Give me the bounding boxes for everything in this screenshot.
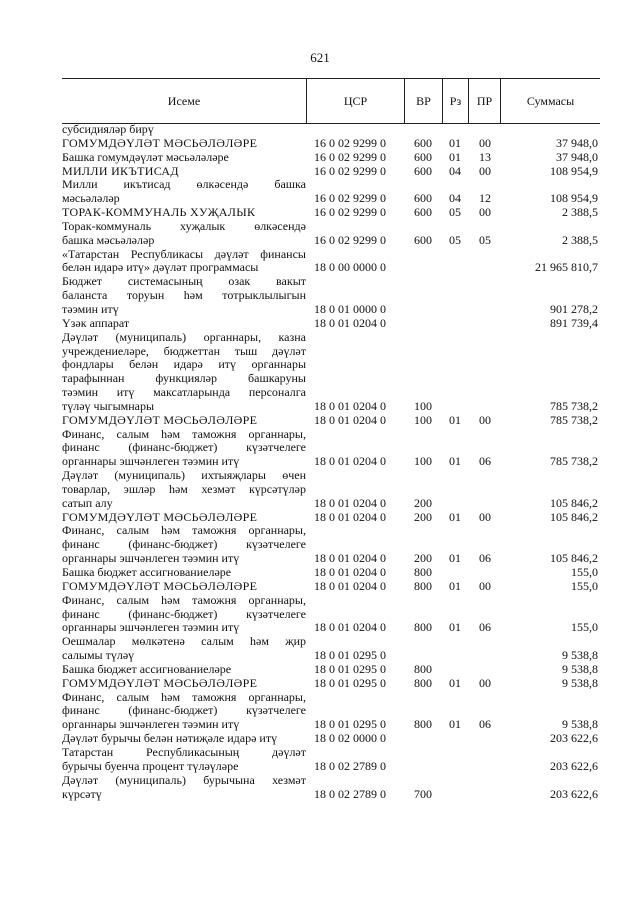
row-name-line: финанс (финанс-бюджет) күзәтчелеге: [62, 606, 306, 621]
row-values: [62, 552, 600, 566]
table-row: [62, 165, 600, 179]
row-pr: 06: [479, 551, 491, 566]
row-csr: 18 0 01 0204 0: [314, 509, 386, 524]
row-name-line: Финанс, салым һәм таможня органнары,: [62, 689, 306, 704]
row-sum: 155,0: [571, 565, 598, 579]
row-name-line: ГОМУМДӘҮЛӘТ МӘСЬӘЛӘЛӘРЕ: [62, 578, 258, 593]
row-pr: 05: [479, 232, 491, 247]
row-values: [62, 261, 600, 275]
table-row: [62, 151, 600, 165]
row-name-line: күрсәтү: [62, 786, 102, 801]
row-pr: 06: [479, 454, 491, 469]
row-values: [62, 192, 600, 206]
table-row: [62, 220, 600, 248]
table-row: [62, 275, 600, 317]
row-name-line: тәэмин итү: [62, 301, 119, 316]
table-row: [62, 137, 600, 151]
table-row: [62, 317, 600, 331]
row-values: [62, 206, 600, 220]
row-rz: 05: [449, 232, 461, 247]
row-name-line: түләү чыгымнары: [62, 398, 155, 413]
row-csr: 18 0 01 0204 0: [314, 551, 386, 566]
row-name-line: мәсьәләләр: [62, 191, 120, 206]
row-sum: 785 738,2: [550, 412, 598, 427]
row-sum: 891 739,4: [550, 315, 598, 330]
row-rz: 01: [449, 717, 461, 732]
row-rz: 01: [449, 578, 461, 593]
row-csr: 16 0 02 9299 0: [314, 149, 386, 164]
row-name-line: Оешмалар мөлкәтенә салым һәм җир: [62, 634, 306, 649]
table-row: [62, 428, 600, 470]
row-values: [62, 511, 600, 525]
row-sum: 9 538,8: [562, 717, 598, 732]
row-csr: 18 0 01 0204 0: [314, 578, 386, 593]
row-values: [62, 718, 600, 732]
row-values: [62, 234, 600, 248]
row-vr: 200: [414, 509, 432, 524]
row-name-line: Башка бюджет ассигнованиеләре: [62, 661, 232, 676]
row-csr: 18 0 01 0295 0: [314, 648, 386, 663]
row-csr: 18 0 01 0204 0: [314, 398, 386, 413]
row-vr: 100: [414, 398, 432, 413]
row-csr: 18 0 00 0000 0: [314, 260, 386, 275]
table-row: [62, 774, 600, 802]
row-pr: 00: [479, 412, 491, 427]
row-csr: 16 0 02 9299 0: [314, 205, 386, 220]
row-rz: 01: [449, 412, 461, 427]
row-pr: 06: [479, 620, 491, 635]
row-vr: 600: [414, 232, 432, 247]
row-values: [62, 497, 600, 511]
row-name-line: Татарстан Республикасының дәүләт: [62, 744, 306, 759]
row-rz: 01: [449, 509, 461, 524]
row-rz: 04: [449, 163, 461, 178]
row-pr: 00: [479, 205, 491, 220]
row-csr: 18 0 02 2789 0: [314, 758, 386, 773]
row-csr: 18 0 01 0204 0: [314, 565, 386, 579]
row-rz: 01: [449, 620, 461, 635]
row-vr: 200: [414, 495, 432, 510]
row-pr: 12: [479, 191, 491, 206]
row-values: [62, 566, 600, 580]
row-csr: 18 0 01 0204 0: [314, 620, 386, 635]
row-vr: 600: [414, 135, 432, 150]
row-csr: 18 0 01 0204 0: [314, 412, 386, 427]
table-row: [62, 414, 600, 428]
row-name-line: Үзәк аппарат: [62, 315, 130, 330]
row-csr: 18 0 01 0295 0: [314, 675, 386, 690]
row-rz: 01: [449, 675, 461, 690]
row-vr: 800: [414, 620, 432, 635]
table-row: [62, 635, 600, 663]
row-name-line: Финанс, салым һәм таможня органнары,: [62, 523, 306, 538]
row-vr: 800: [414, 675, 432, 690]
row-vr: 800: [414, 661, 432, 676]
row-sum: 105 846,2: [550, 509, 598, 524]
table-row: [62, 469, 600, 511]
header-pr: ПР: [468, 79, 500, 123]
row-csr: 18 0 01 0295 0: [314, 717, 386, 732]
row-csr: 18 0 01 0204 0: [314, 495, 386, 510]
row-name-line: Дәүләт (муниципаль) ихтыяҗлары өчен: [62, 468, 306, 483]
page-number: 621: [310, 50, 330, 65]
row-values: [62, 649, 600, 663]
table-row: [62, 746, 600, 774]
row-name-line: баланста торуын һәм тотрыклылыгын: [62, 288, 306, 303]
row-csr: 18 0 02 0000 0: [314, 731, 386, 746]
row-name-line: субсидияләр бирү: [62, 122, 154, 136]
row-name-line: финанс (финанс-бюджет) күзәтчелеге: [62, 537, 306, 552]
row-values: [62, 677, 600, 691]
table-row: [62, 580, 600, 594]
row-values: [62, 621, 600, 635]
table-row: [62, 511, 600, 525]
row-name-line: финанс (финанс-бюджет) күзәтчелеге: [62, 440, 306, 455]
row-csr: 16 0 02 9299 0: [314, 135, 386, 150]
row-vr: 100: [414, 412, 432, 427]
row-pr: 00: [479, 163, 491, 178]
row-name-line: белән идарә итү» дәүләт программасы: [62, 260, 259, 275]
row-name-line: ГОМУМДӘҮЛӘТ МӘСЬӘЛӘЛӘРЕ: [62, 135, 258, 150]
row-sum: 108 954,9: [550, 191, 598, 206]
row-values: [62, 455, 600, 469]
row-pr: 00: [479, 135, 491, 150]
row-name-line: ГОМУМДӘҮЛӘТ МӘСЬӘЛӘЛӘРЕ: [62, 412, 258, 427]
row-vr: 600: [414, 149, 432, 164]
row-csr: 18 0 01 0204 0: [314, 315, 386, 330]
row-name-line: Милли икътисад өлкәсендә башка: [62, 177, 306, 192]
row-sum: 9 538,8: [562, 661, 598, 676]
row-rz: 01: [449, 551, 461, 566]
row-name-line: салымы түләү: [62, 648, 135, 663]
row-values: [62, 400, 600, 414]
row-sum: 203 622,6: [550, 758, 598, 773]
row-csr: 16 0 02 9299 0: [314, 232, 386, 247]
row-values: [62, 760, 600, 774]
row-csr: 18 0 01 0000 0: [314, 301, 386, 316]
table-row: [62, 524, 600, 566]
row-sum: 2 388,5: [562, 232, 598, 247]
row-name-line: ГОМУМДӘҮЛӘТ МӘСЬӘЛӘЛӘРЕ: [62, 509, 258, 524]
row-name-line: башка мәсьәләләр: [62, 232, 155, 247]
header-sum: Суммасы: [500, 79, 600, 123]
row-name-line: Торак-коммуналь хуҗалык өлкәсендә: [62, 218, 306, 233]
header-vr: ВР: [404, 79, 442, 123]
row-rz: 05: [449, 205, 461, 220]
row-csr: 18 0 01 0204 0: [314, 454, 386, 469]
row-name-line: товарлар, эшләр һәм хезмәт күрсәтүләр: [62, 481, 306, 496]
row-name-line: Дәүләт (муниципаль) органнары, казна: [62, 329, 306, 344]
row-vr: 800: [414, 565, 432, 579]
table-row: [62, 123, 600, 137]
row-sum: 155,0: [571, 578, 598, 593]
row-sum: 9 538,8: [562, 648, 598, 663]
row-sum: 108 954,9: [550, 163, 598, 178]
row-vr: 800: [414, 717, 432, 732]
row-values: [62, 151, 600, 165]
row-sum: 785 738,2: [550, 398, 598, 413]
row-pr: 00: [479, 675, 491, 690]
table-row: [62, 691, 600, 733]
row-vr: 100: [414, 454, 432, 469]
row-name-line: Финанс, салым һәм таможня органнары,: [62, 592, 306, 607]
row-name-line: тәэмин итү максатларында персоналга: [62, 385, 306, 400]
table-header: [62, 78, 600, 124]
row-sum: 901 278,2: [550, 301, 598, 316]
row-csr: 18 0 02 2789 0: [314, 786, 386, 801]
table-row: [62, 732, 600, 746]
row-vr: 800: [414, 578, 432, 593]
table-row: [62, 677, 600, 691]
row-rz: 01: [449, 149, 461, 164]
table-row: [62, 248, 600, 276]
row-name-line: учреждениеләре, бюджеттан тыш дәүләт: [62, 343, 306, 358]
table-row: [62, 331, 600, 414]
row-pr: 00: [479, 509, 491, 524]
table-body: [62, 123, 600, 801]
row-name-line: тарафыннан функцияләр башкаруны: [62, 371, 306, 386]
row-sum: 203 622,6: [550, 731, 598, 746]
row-sum: 37 948,0: [556, 135, 598, 150]
row-pr: 06: [479, 717, 491, 732]
row-name-line: органнары эшчәнлеген тәэмин итү: [62, 454, 240, 469]
row-rz: 01: [449, 135, 461, 150]
row-values: [62, 123, 600, 137]
row-name-line: фондлары белән идарә итү органнары: [62, 357, 306, 372]
row-values: [62, 414, 600, 428]
row-values: [62, 732, 600, 746]
table-row: [62, 663, 600, 677]
row-name-line: Дәүләт (муниципаль) бурычына хезмәт: [62, 772, 306, 787]
table-row: [62, 594, 600, 636]
row-csr: 18 0 01 0295 0: [314, 661, 386, 676]
row-sum: 785 738,2: [550, 454, 598, 469]
table-row: [62, 206, 600, 220]
header-csr: ЦСР: [306, 79, 404, 123]
row-values: [62, 580, 600, 594]
row-values: [62, 137, 600, 151]
row-sum: 2 388,5: [562, 205, 598, 220]
row-pr: 00: [479, 578, 491, 593]
row-name-line: Башка бюджет ассигнованиеләре: [62, 565, 232, 579]
row-name-line: Башка гомумдәүләт мәсьәләләре: [62, 149, 229, 164]
row-vr: 700: [414, 786, 432, 801]
row-rz: 04: [449, 191, 461, 206]
row-name-line: органнары эшчәнлеген тәэмин итү: [62, 551, 240, 566]
row-vr: 600: [414, 205, 432, 220]
row-name-line: МИЛЛИ ИКЪТИСАД: [62, 163, 179, 178]
row-name-line: бурычы буенча процент түләүләре: [62, 758, 239, 773]
row-values: [62, 165, 600, 179]
row-name-line: ГОМУМДӘҮЛӘТ МӘСЬӘЛӘЛӘРЕ: [62, 675, 258, 690]
row-vr: 600: [414, 191, 432, 206]
row-values: [62, 317, 600, 331]
row-csr: 16 0 02 9299 0: [314, 191, 386, 206]
row-name-line: органнары эшчәнлеген тәэмин итү: [62, 620, 240, 635]
row-sum: 105 846,2: [550, 551, 598, 566]
row-values: [62, 663, 600, 677]
row-name-line: Финанс, салым һәм таможня органнары,: [62, 426, 306, 441]
row-sum: 21 965 810,7: [535, 260, 598, 275]
row-vr: 600: [414, 163, 432, 178]
row-name-line: органнары эшчәнлеген тәэмин итү: [62, 717, 240, 732]
row-sum: 37 948,0: [556, 149, 598, 164]
row-sum: 105 846,2: [550, 495, 598, 510]
row-name-line: финанс (финанс-бюджет) күзәтчелеге: [62, 703, 306, 718]
row-sum: 203 622,6: [550, 786, 598, 801]
row-name-line: Дәүләт бурычы белән нәтиҗәле идарә итү: [62, 731, 278, 746]
row-sum: 155,0: [571, 620, 598, 635]
row-name-line: «Татарстан Республикасы дәүләт финансы: [62, 246, 306, 261]
row-name-line: ТОРАК-КОММУНАЛЬ ХУҖАЛЫК: [62, 205, 256, 220]
row-vr: 200: [414, 551, 432, 566]
row-csr: 16 0 02 9299 0: [314, 163, 386, 178]
header-name: Исеме: [167, 94, 201, 108]
row-rz: 01: [449, 454, 461, 469]
row-name-line: Бюджет системасының озак вакыт: [62, 274, 306, 289]
table-row: [62, 178, 600, 206]
row-pr: 13: [479, 149, 491, 164]
row-sum: 9 538,8: [562, 675, 598, 690]
row-values: [62, 303, 600, 317]
row-values: [62, 788, 600, 802]
table-row: [62, 566, 600, 580]
header-rz: Рз: [442, 79, 468, 123]
row-name-line: сатып алу: [62, 495, 113, 510]
